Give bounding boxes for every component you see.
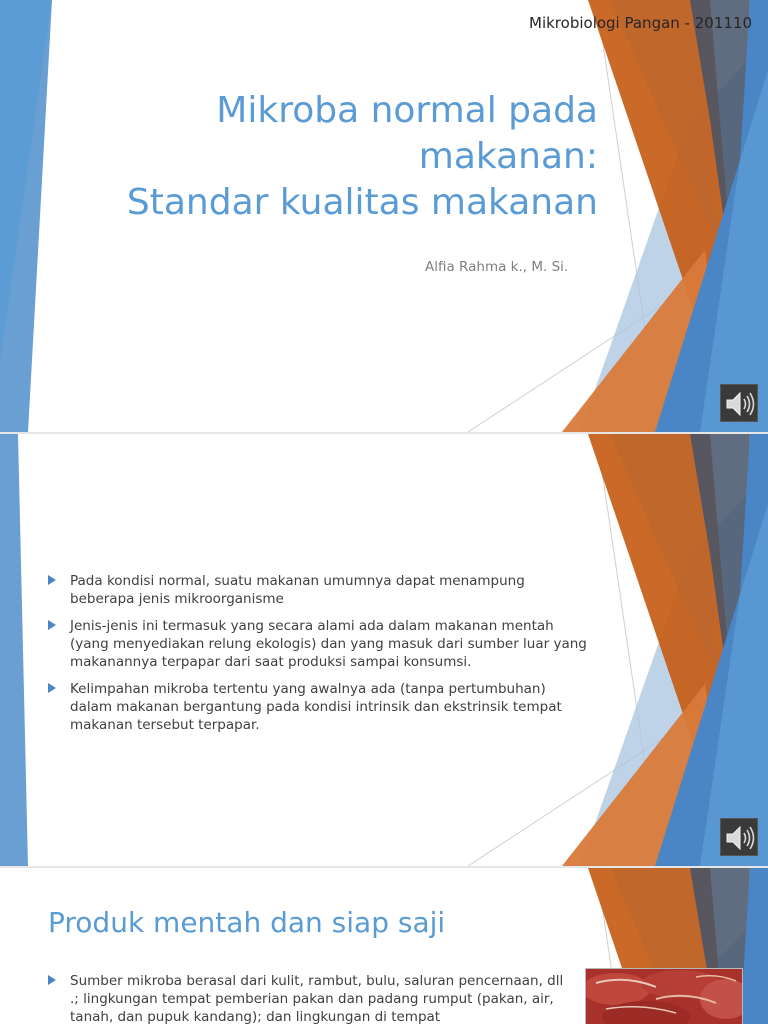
- bullet-arrow-icon: [48, 975, 56, 985]
- list-item: [48, 972, 568, 1024]
- bullet-text: Kelimpahan mikroba tertentu yang awalnya ada (tanpa pertumbuhan) dalam makanan bergantung pada kondisi intrinsik dan ekstrinsik tempat makanan tersebut terpapar.: [70, 681, 562, 733]
- bullet-list: [48, 572, 588, 743]
- list-item: [48, 617, 588, 671]
- bullet-text: Pada kondisi normal, suatu makanan umumnya dapat menampung beberapa jenis mikroorganisme: [70, 573, 525, 607]
- content-slide: [0, 868, 768, 1024]
- title-line: Mikroba normal pada: [216, 90, 598, 131]
- bullet-list: [48, 972, 568, 1024]
- slide-title: [58, 88, 598, 226]
- title-slide: [0, 0, 768, 432]
- speaker-icon[interactable]: [720, 384, 758, 422]
- bullet-arrow-icon: [48, 620, 56, 630]
- bullet-arrow-icon: [48, 575, 56, 585]
- course-header: Mikrobiologi Pangan - 201110: [529, 14, 752, 32]
- raw-meat-image: [585, 968, 743, 1024]
- list-item: [48, 680, 588, 734]
- title-line: Standar kualitas makanan: [126, 182, 598, 223]
- list-item: [48, 572, 588, 608]
- title-line: makanan:: [418, 136, 598, 177]
- author-name: Alfia Rahma k., M. Si.: [425, 259, 569, 275]
- slide-title: Produk mentah dan siap saji: [48, 906, 446, 939]
- bullet-arrow-icon: [48, 683, 56, 693]
- content-slide: [0, 434, 768, 866]
- bullet-text: Sumber mikroba berasal dari kulit, rambut, bulu, saluran pencernaan, dll .; lingkungan tempat pemberian pakan dan padang rumput (pakan, air, tanah, dan pupuk kandang); dan lingkungan di tempat: [70, 973, 564, 1024]
- bullet-text: Jenis-jenis ini termasuk yang secara alami ada dalam makanan mentah (yang menyediakan relung ekologis) dan yang masuk dari sumber luar yang makanannya terpapar dari saat produksi sampai konsumsi.: [70, 618, 587, 670]
- speaker-icon[interactable]: [720, 818, 758, 856]
